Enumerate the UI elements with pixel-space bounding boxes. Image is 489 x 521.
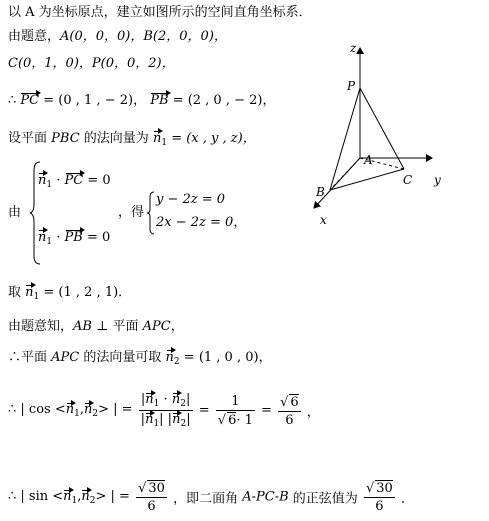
sys2-eq: = 0 [86, 230, 111, 245]
n2-sub: 2 [173, 357, 180, 367]
system-result-2 [156, 214, 246, 232]
cos-num-n2: n [171, 392, 181, 407]
sin-mid2: 的正弦值为 [292, 491, 358, 507]
cos-den-s2: 2 [180, 419, 187, 429]
cos-den-n1: n [145, 412, 154, 427]
cos-den-bar-b: | [186, 412, 191, 427]
sin-comma: , [77, 488, 82, 504]
cos-f2-den-root: 6 [228, 412, 237, 428]
system-you-label [8, 204, 21, 222]
cos-num-bar-a: | [140, 392, 146, 407]
sys2-dot: · [56, 230, 61, 245]
system-row-2 [38, 229, 110, 251]
normal-def-prefix: 设平面 [8, 131, 48, 146]
vector-pc: PC [20, 93, 40, 108]
cos-num-bar-b: | [185, 392, 191, 407]
cos-s2: 2 [92, 409, 99, 419]
intro-text: 以 A 为坐标原点，建立如图所示的空间直角坐标系． [8, 5, 312, 20]
cos-n1: n [65, 402, 75, 417]
cos-close: > | = [98, 402, 133, 417]
sys1-sub: 1 [46, 180, 53, 190]
system-row-1 [38, 172, 111, 194]
sin-s2: 2 [89, 495, 96, 506]
cos-f1-denominator [139, 411, 193, 429]
label-b: B [316, 185, 325, 199]
vector-pb-value: = (2 , 0 , − 2)， [172, 93, 276, 108]
cos-comma: , [79, 402, 84, 417]
sin-f2-root: 30 [376, 481, 393, 496]
sin-prefix: ∴ | sin < [8, 488, 64, 504]
coord-b: B(2，0，0)， [143, 29, 227, 44]
label-x: x [320, 213, 327, 227]
sys2-sub: 1 [46, 237, 53, 247]
n1-subscript: 1 [161, 138, 168, 148]
cos-tail: ， [306, 405, 320, 420]
coord-c: C(0，1，0)， [8, 56, 92, 71]
sys1-eq: = 0 [87, 173, 111, 188]
cos-f2-denominator: √ 6· 1 [217, 412, 253, 428]
system-result-1 [156, 191, 225, 209]
sys1-n: n [38, 173, 47, 188]
coord-p: P(0，0，2)， [91, 56, 175, 71]
text-line-coords-1 [8, 28, 227, 46]
label-c: C [403, 173, 413, 187]
cos-num-s2: 2 [180, 399, 186, 409]
system-de: ，得 [118, 205, 145, 220]
sin-mid: ，即二面角 [173, 491, 239, 507]
sin-f1-root: 30 [148, 481, 165, 496]
coordinate-figure [300, 38, 450, 233]
cos-fraction-1 [139, 392, 193, 429]
known-tail: ， [170, 319, 184, 334]
sys-r2: 2x − 2z = 0 [156, 215, 234, 230]
sin-f2-denominator: 6 [375, 499, 384, 514]
sys1-dot: · [56, 173, 61, 188]
sin-f2-numerator: √ 30 [365, 481, 393, 496]
sin-s1: 1 [71, 495, 78, 506]
text-line-coords-2 [8, 55, 175, 73]
sys2-vec: PB [64, 230, 83, 245]
text-line-take-n1 [8, 284, 131, 306]
n2-value: = (1 , 0 , 0)， [183, 350, 272, 365]
take-sub: 1 [33, 292, 40, 302]
text-line-normal-def [8, 130, 256, 152]
known-prefix: 由题意知， [8, 319, 74, 334]
sys-r1: y − 2z = 0 [156, 192, 226, 207]
normal-def-mid: 的法向量为 [83, 131, 149, 146]
cos-left [8, 402, 137, 417]
sin-tail: ． [400, 491, 414, 507]
text-line-cos [8, 392, 320, 429]
take-value: = (1 , 2 , 1)． [43, 285, 132, 300]
cos-f3-num-root: 6 [290, 394, 299, 410]
label-y: y [434, 173, 441, 187]
take-prefix: 取 [8, 285, 22, 300]
cos-f2-numerator: 1 [216, 394, 255, 411]
n2-mid: 的法向量可取 [83, 350, 162, 365]
label-z: z [350, 41, 357, 55]
take-n1: n [25, 285, 34, 300]
cos-f3-numerator: √ 6 [280, 394, 299, 410]
cos-eq1: = [198, 403, 210, 418]
sin-close: > | = [95, 488, 130, 504]
vector-n1: n [152, 131, 162, 146]
sin-fraction-2 [364, 480, 395, 514]
known-apc: APC [142, 319, 171, 334]
sin-n2: n [81, 488, 90, 504]
cos-f2-den-tail: · 1 [236, 412, 253, 428]
n2-prefix: ∴平面 [8, 350, 48, 365]
cos-s1: 1 [74, 409, 80, 419]
known-mid: ⊥ 平面 [96, 319, 139, 334]
label-p: P [347, 79, 356, 93]
cos-den-n2: n [172, 412, 181, 427]
sin-f1-numerator: √ 30 [138, 481, 165, 496]
system-you: 由 [8, 205, 22, 220]
text-line-vectors [8, 92, 275, 110]
sys2-n: n [38, 230, 47, 245]
text-line-intro [8, 4, 312, 22]
normal-def-value: = (x , y , z)， [171, 131, 256, 146]
n2-vector: n [165, 350, 174, 365]
system-de-label [118, 204, 144, 222]
cos-num-s1: 1 [153, 399, 160, 409]
cos-fraction-3 [278, 394, 301, 428]
cos-eq2: = [261, 403, 272, 418]
cos-n2: n [83, 402, 93, 417]
sin-n1: n [63, 488, 72, 504]
cos-num-n1: n [145, 392, 154, 407]
text-line-known [8, 318, 184, 336]
sys1-vec: PC [64, 173, 84, 188]
cos-den-mid: | | [159, 412, 173, 427]
text-line-n2 [8, 349, 272, 371]
plane-pbc: PBC [51, 131, 80, 146]
label-a: A [364, 153, 373, 167]
left-brace-small-icon [146, 190, 156, 236]
coord-a: A(0，0，0)， [60, 29, 144, 44]
cos-f3-denominator: 6 [285, 412, 294, 428]
cos-den-bar-a: | [140, 412, 146, 427]
sin-fraction-1 [136, 480, 167, 514]
edge-bc [330, 169, 404, 190]
cos-num-dot: · [163, 392, 168, 407]
sin-left [8, 489, 134, 504]
vector-pc-value: = (0 , 1 , − 2)， [43, 93, 147, 108]
vector-pb: PB [150, 93, 169, 108]
sin-f1-denominator: 6 [147, 499, 156, 514]
coords-prefix: 由题意， [8, 29, 61, 44]
sys-tail: ， [233, 215, 247, 230]
n2-apc: APC [51, 350, 80, 365]
cos-f1-numerator [139, 392, 193, 411]
therefore-symbol: ∴ [8, 93, 17, 108]
text-line-sin [8, 480, 414, 514]
cos-fraction-2 [216, 394, 255, 428]
known-ab: AB [73, 319, 92, 334]
cos-prefix: ∴ | cos < [8, 402, 66, 417]
sin-angle: A-PC-B [242, 489, 289, 505]
cos-den-s1: 1 [153, 419, 160, 429]
